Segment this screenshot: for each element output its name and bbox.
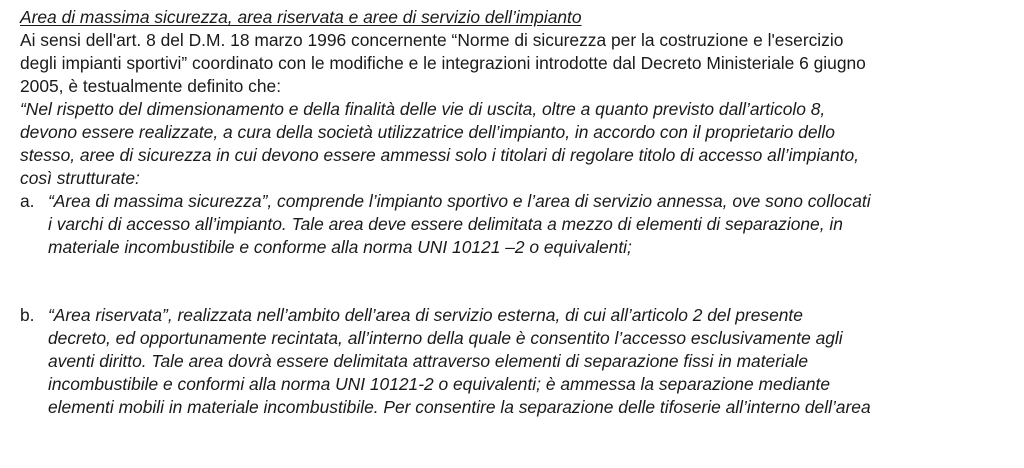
list-marker-b: b.: [20, 305, 35, 325]
item-a-line-3: materiale incombustibile e conforme alla norma UNI 10121 –2 o equivalenti;: [48, 237, 632, 257]
quote-line-1: “Nel rispetto del dimensionamento e della finalità delle vie di uscita, oltre a quanto previsto dall’articolo 8,: [20, 99, 826, 119]
intro-line-1: Ai sensi dell'art. 8 del D.M. 18 marzo 1996 concernente “Norme di sicurezza per la costruzione e l'esercizio: [20, 30, 844, 50]
item-a-line-2: i varchi di accesso all’impianto. Tale area deve essere delimitata a mezzo di elementi di separazione, in: [48, 214, 843, 234]
item-b-line-3: aventi diritto. Tale area dovrà essere delimitata attraverso elementi di separazione fissi in materiale: [48, 351, 809, 371]
item-a-line-1: “Area di massima sicurezza”, comprende l’impianto sportivo e l’area di servizio annessa, ove sono collocati: [48, 191, 871, 211]
item-b-line-5: elementi mobili in materiale incombustibile. Per consentire la separazione delle tifoserie all’interno dell’area: [48, 397, 871, 417]
item-b-line-4: incombustibile e conformi alla norma UNI 10121-2 o equivalenti; è ammessa la separazione mediante: [48, 374, 831, 394]
quote-line-3: stesso, aree di sicurezza in cui devono essere ammessi solo i titolari di regolare titolo di accesso all’impianto,: [20, 145, 860, 165]
item-b-line-2: decreto, ed opportunamente recintata, all’interno della quale è consentito l’accesso esclusivamente agli: [48, 328, 843, 348]
section-title: Area di massima sicurezza, area riservata e aree di servizio dell’impianto: [20, 7, 582, 27]
intro-line-3: 2005, è testualmente definito che:: [20, 76, 282, 96]
quote-line-4: così strutturate:: [20, 168, 140, 188]
intro-line-2: degli impianti sportivi” coordinato con le modifiche e le integrazioni introdotte dal Decreto Ministeriale 6 giugno: [20, 53, 866, 73]
quote-line-2: devono essere realizzate, a cura della società utilizzatrice dell’impianto, in accordo con il proprietario dello: [20, 122, 835, 142]
list-marker-a: a.: [20, 191, 35, 211]
item-b-line-1: “Area riservata”, realizzata nell’ambito dell’area di servizio esterna, di cui all’articolo 2 del presente: [48, 305, 803, 325]
